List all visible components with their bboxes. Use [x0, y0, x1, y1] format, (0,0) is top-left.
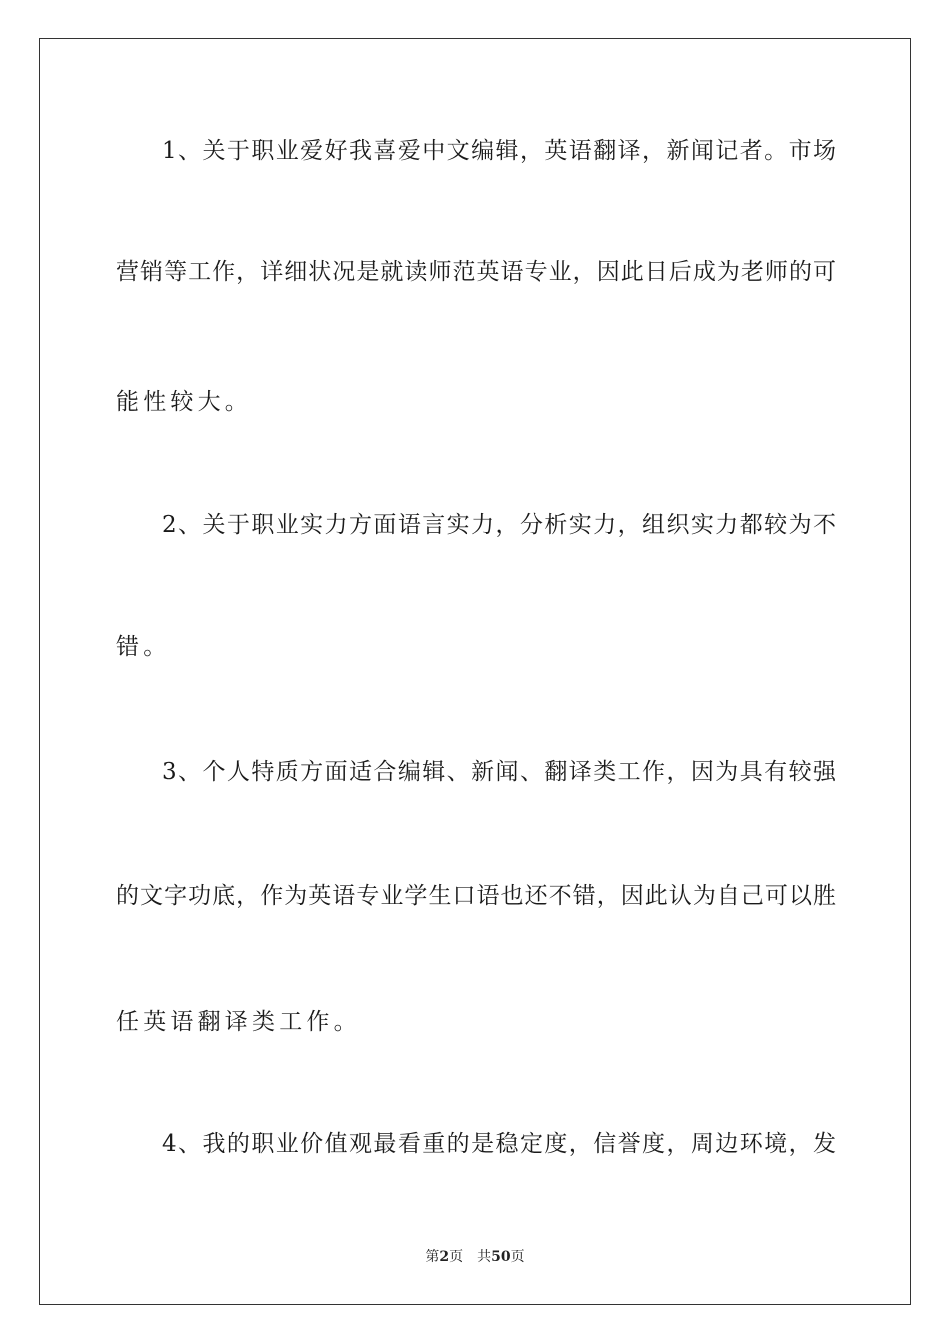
- page-border: [39, 38, 911, 1305]
- paragraph-4-line-1: 4、我的职业价值观最看重的是稳定度，信誉度，周边环境，发: [162, 1131, 836, 1157]
- footer-page-prefix: 第: [425, 1249, 440, 1265]
- paragraph-1-line-2: 营销等工作，详细状况是就读师范英语专业，因此日后成为老师的可: [116, 259, 836, 285]
- paragraph-3-line-2: 的文字功底，作为英语专业学生口语也还不错，因此认为自己可以胜: [116, 883, 836, 909]
- footer-total-prefix: 共: [477, 1249, 492, 1265]
- paragraph-3-line-1: 3、个人特质方面适合编辑、新闻、翻译类工作，因为具有较强: [162, 759, 836, 785]
- footer-page-number: 2: [439, 1249, 450, 1265]
- footer-total-pages: 50: [491, 1249, 511, 1265]
- footer-page-unit: 页: [449, 1249, 464, 1265]
- paragraph-3-line-3: 任英语翻译类工作。: [116, 1009, 361, 1035]
- page-footer: [0, 1248, 950, 1266]
- footer-total-unit: 页: [510, 1249, 525, 1265]
- paragraph-2-line-2: 错。: [116, 634, 171, 660]
- paragraph-1-line-3: 能性较大。: [116, 389, 252, 415]
- paragraph-2-line-1: 2、关于职业实力方面语言实力，分析实力，组织实力都较为不: [162, 512, 836, 538]
- paragraph-1-line-1: 1、关于职业爱好我喜爱中文编辑，英语翻译，新闻记者。市场: [162, 138, 836, 164]
